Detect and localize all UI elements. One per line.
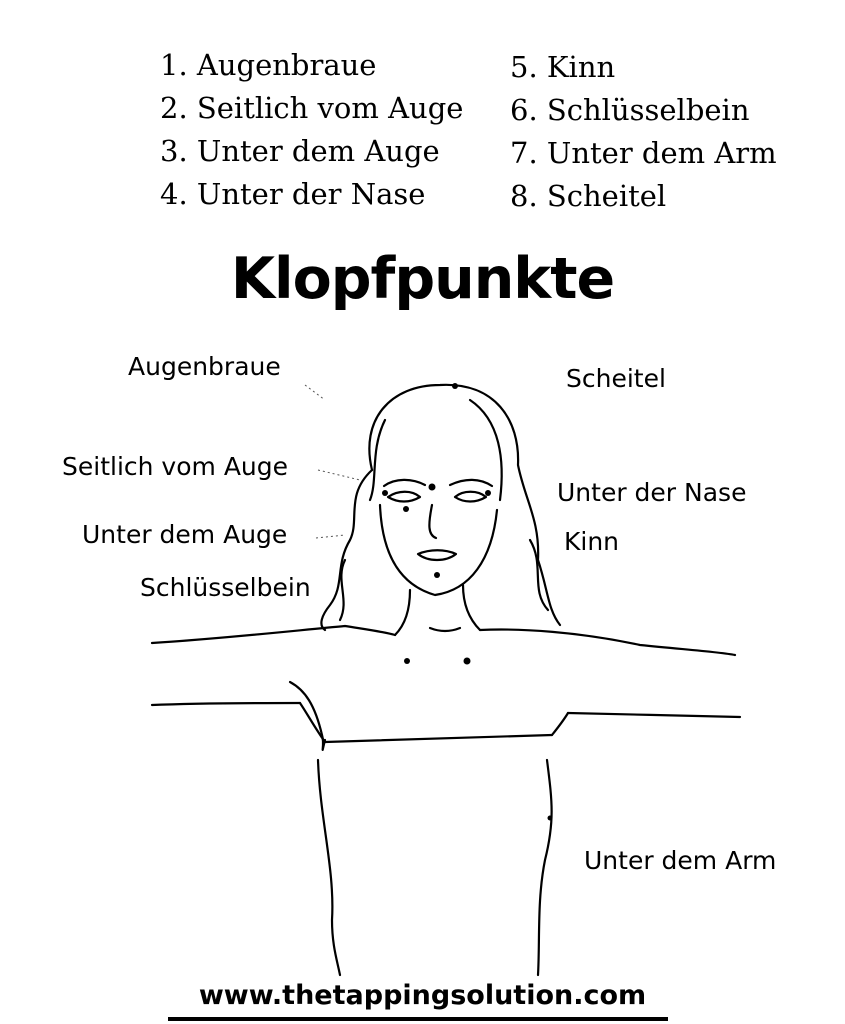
right-arm-lower (568, 713, 740, 717)
tapping-point (464, 658, 471, 665)
bodice-top (325, 735, 552, 742)
label-seitlich-vom-auge: Seitlich vom Auge (62, 452, 289, 481)
torso-left (318, 760, 340, 975)
tapping-point (403, 506, 409, 512)
tapping-point (452, 383, 458, 389)
list-item: 8. Scheitel (510, 179, 667, 213)
footer-divider (168, 1017, 668, 1021)
label-augenbraue: Augenbraue (128, 352, 281, 381)
label-kinn: Kinn (564, 527, 620, 556)
list-item: 7. Unter dem Arm (510, 136, 777, 170)
page-title: Klopfpunkte (230, 246, 615, 312)
list-item: 4. Unter der Nase (160, 177, 426, 211)
label-schluesselbein: Schlüsselbein (140, 573, 311, 602)
left-arm-lower (152, 703, 300, 705)
footer-url: www.thetappingsolution.com (198, 980, 647, 1011)
hair-left (321, 470, 372, 630)
right-shoulder (480, 630, 735, 655)
tapping-point (548, 816, 553, 821)
list-item: 2. Seitlich vom Auge (160, 91, 464, 125)
label-scheitel: Scheitel (566, 364, 666, 393)
tapping-point (382, 490, 388, 496)
tapping-point (485, 490, 491, 496)
label-unter-dem-auge: Unter dem Auge (82, 520, 288, 549)
torso-right (538, 760, 552, 975)
label-unter-der-nase: Unter der Nase (557, 478, 747, 507)
tapping-point (434, 572, 440, 578)
list-item: 3. Unter dem Auge (160, 134, 440, 168)
tapping-points (382, 383, 553, 821)
label-unter-dem-arm: Unter dem Arm (584, 846, 777, 875)
left-eyebrow (384, 480, 425, 486)
tapping-point (404, 658, 410, 664)
tapping-point (429, 484, 436, 491)
list-item: 5. Kinn (510, 50, 616, 84)
list-item: 1. Augenbraue (160, 48, 377, 82)
right-eyebrow (450, 480, 492, 486)
list-item: 6. Schlüsselbein (510, 93, 750, 127)
left-shoulder (152, 626, 395, 643)
hair-outline (369, 385, 560, 625)
